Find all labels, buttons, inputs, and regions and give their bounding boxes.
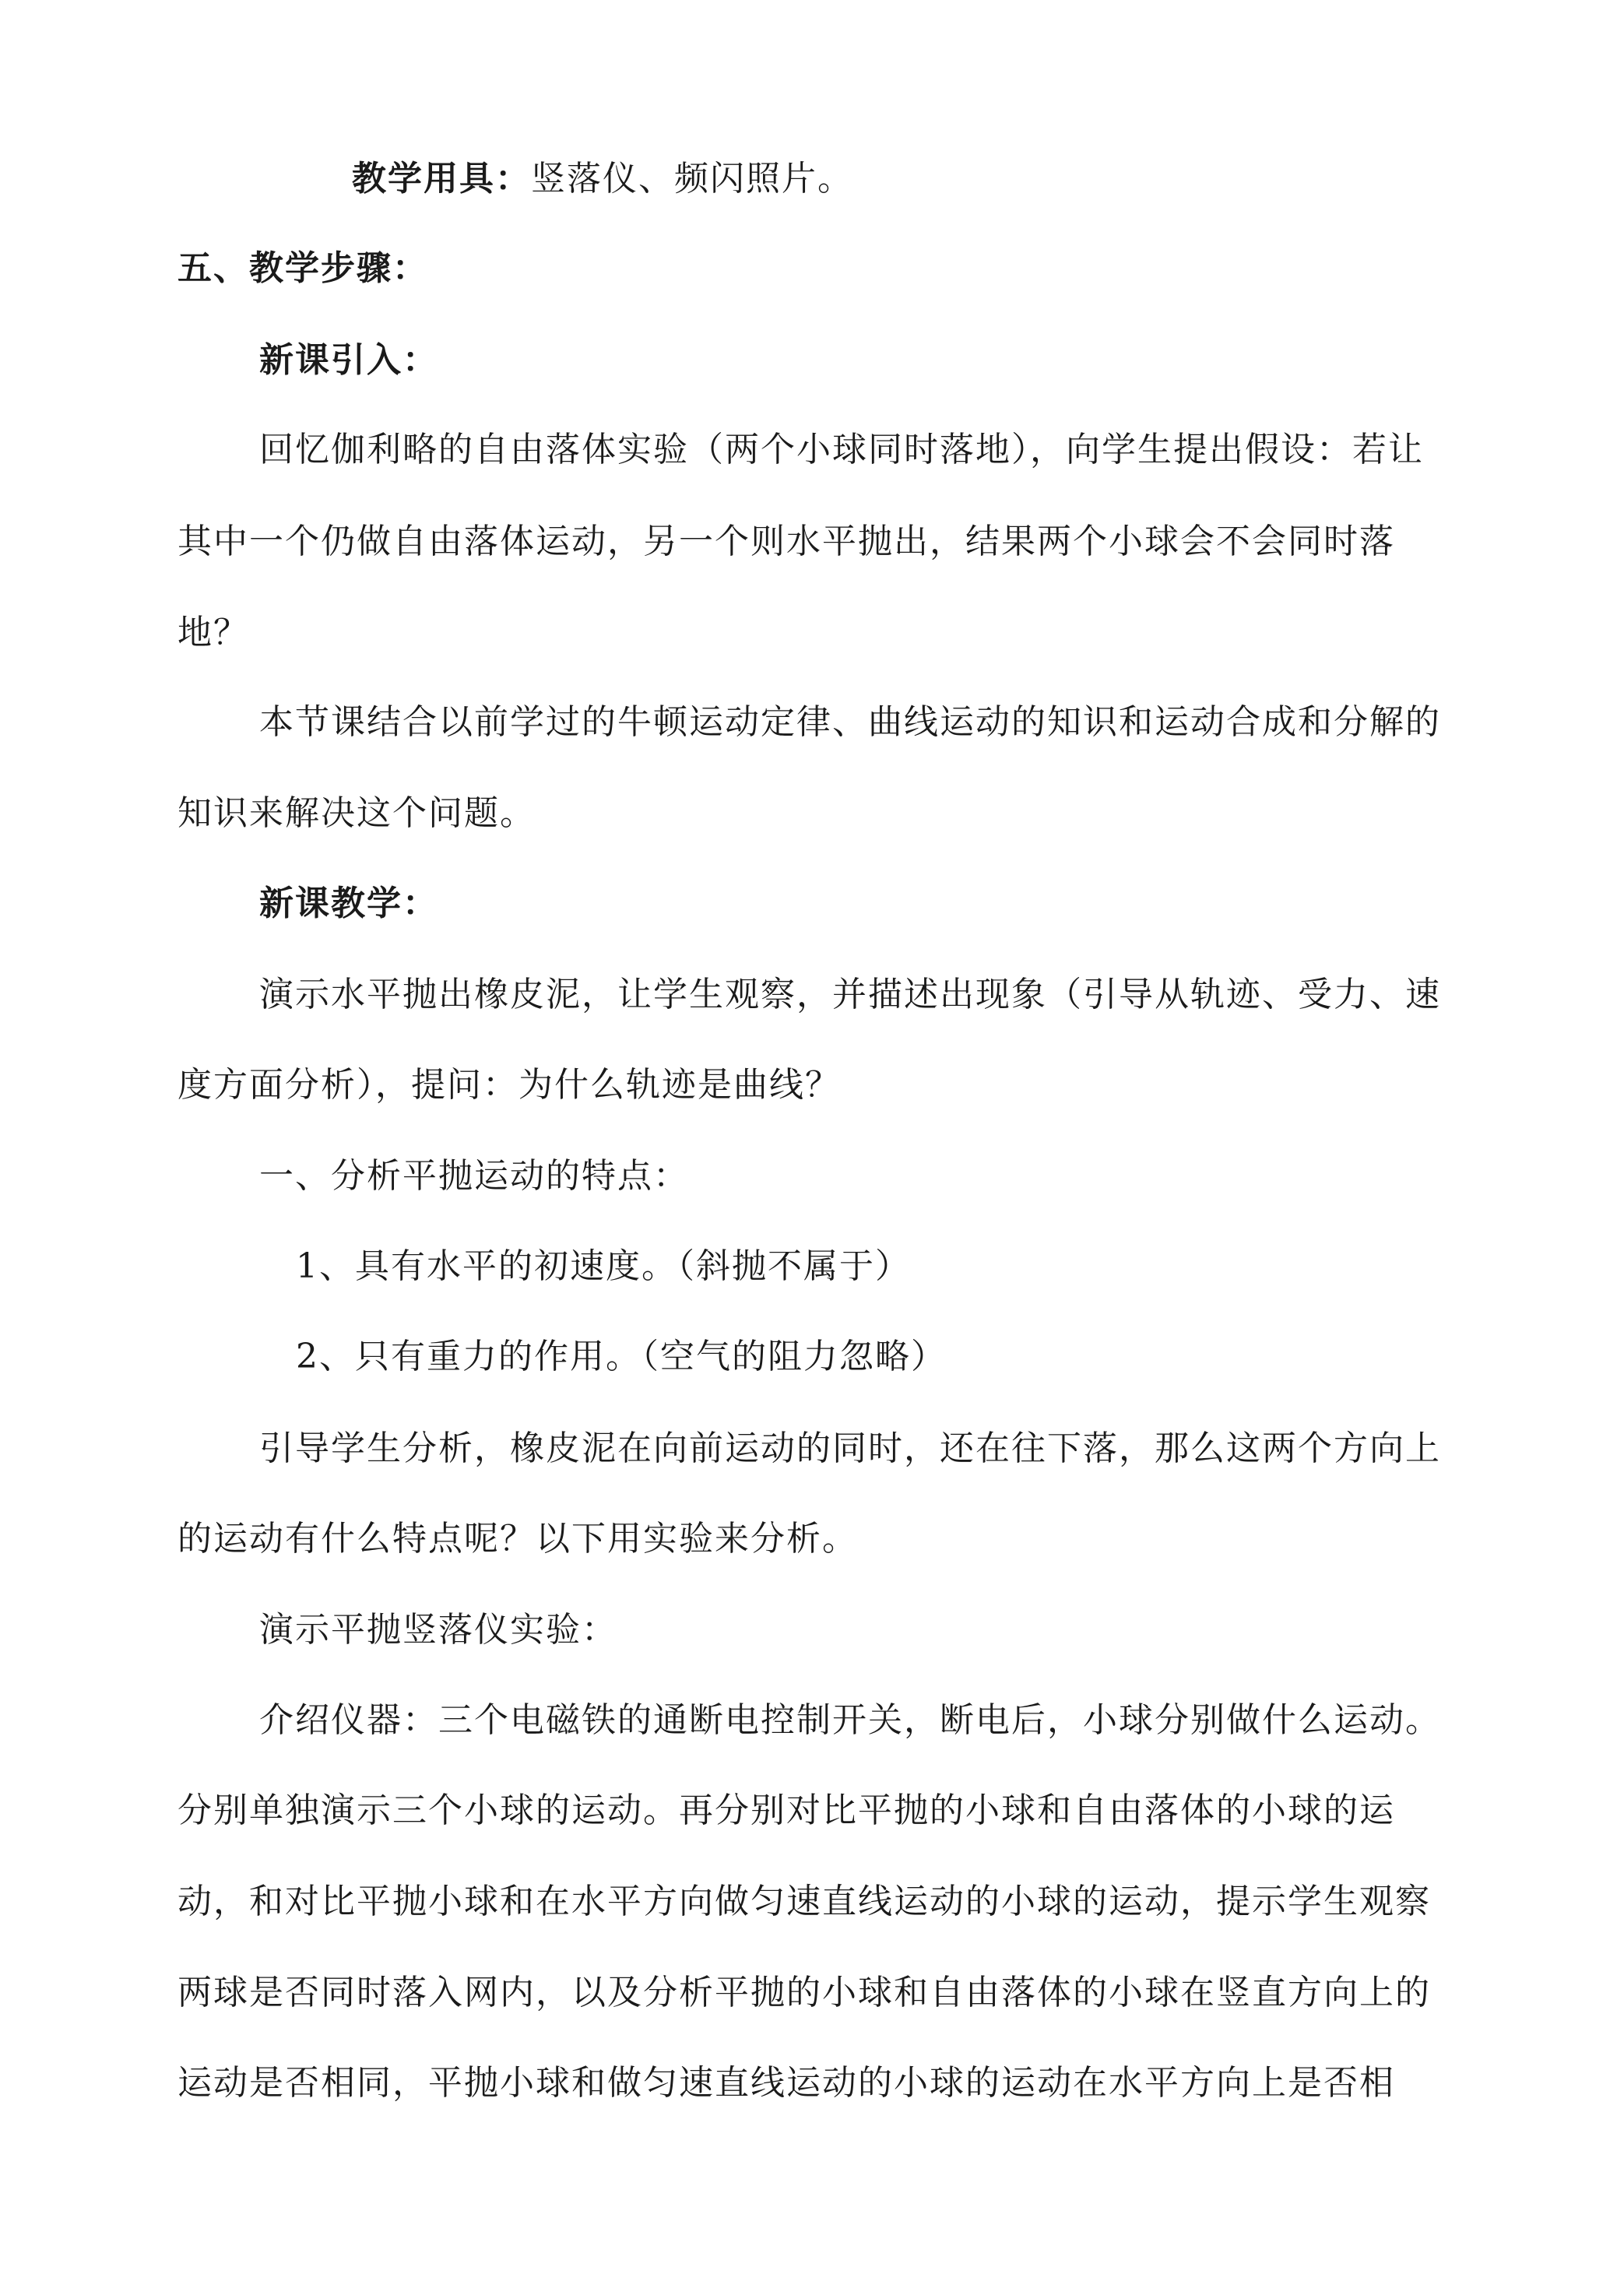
section-five-heading: 五、教学步骤： xyxy=(178,248,428,288)
instrument-line-3: 动，和对比平抛小球和在水平方向做匀速直线运动的小球的运动，提示学生观察 xyxy=(178,1882,1431,1921)
teach-p1-line-1: 演示水平抛出橡皮泥，让学生观察，并描述出现象（引导从轨迹、受力、速 xyxy=(259,975,1441,1014)
instrument-line-2: 分别单独演示三个小球的运动。再分别对比平抛的小球和自由落体的小球的运 xyxy=(178,1791,1395,1830)
intro-p1-line-3: 地？ xyxy=(178,613,249,652)
intro-p1-line-2: 其中一个仍做自由落体运动，另一个则水平抛出，结果两个小球会不会同时落 xyxy=(178,522,1395,561)
demo-heading: 演示平抛竖落仪实验： xyxy=(259,1610,617,1650)
analysis-heading: 一、分析平抛运动的特点： xyxy=(259,1156,689,1196)
point-1: 1、具有水平的初速度。（斜抛不属于） xyxy=(296,1246,911,1286)
intro-heading: 新课引入： xyxy=(259,340,438,380)
teaching-tools-line xyxy=(352,156,853,202)
teaching-tools-text: 竖落仪、频闪照片。 xyxy=(531,159,853,199)
instrument-line-4: 两球是否同时落入网内，以及分析平抛的小球和自由落体的小球在竖直方向上的 xyxy=(178,1973,1431,2012)
point-2: 2、只有重力的作用。（空气的阻力忽略） xyxy=(296,1337,947,1376)
intro-p2-line-2: 知识来解决这个问题。 xyxy=(178,793,536,833)
intro-p2-line-1: 本节课结合以前学过的牛顿运动定律、曲线运动的知识和运动合成和分解的 xyxy=(259,702,1441,742)
instrument-line-5: 运动是否相同，平抛小球和做匀速直线运动的小球的运动在水平方向上是否相 xyxy=(178,2063,1395,2103)
guide-p-line-1: 引导学生分析，橡皮泥在向前运动的同时，还在往下落，那么这两个方向上 xyxy=(259,1429,1441,1468)
teaching-tools-label: 教学用具： xyxy=(352,159,531,199)
guide-p-line-2: 的运动有什么特点呢？以下用实验来分析。 xyxy=(178,1519,858,1559)
instrument-line-1: 介绍仪器：三个电磁铁的通断电控制开关，断电后，小球分别做什么运动。 xyxy=(259,1700,1441,1740)
intro-p1-line-1: 回忆伽利略的自由落体实验（两个小球同时落地），向学生提出假设：若让 xyxy=(259,430,1424,469)
teach-heading: 新课教学： xyxy=(259,884,438,923)
teach-p1-line-2: 度方面分析），提问：为什么轨迹是曲线？ xyxy=(178,1065,841,1105)
